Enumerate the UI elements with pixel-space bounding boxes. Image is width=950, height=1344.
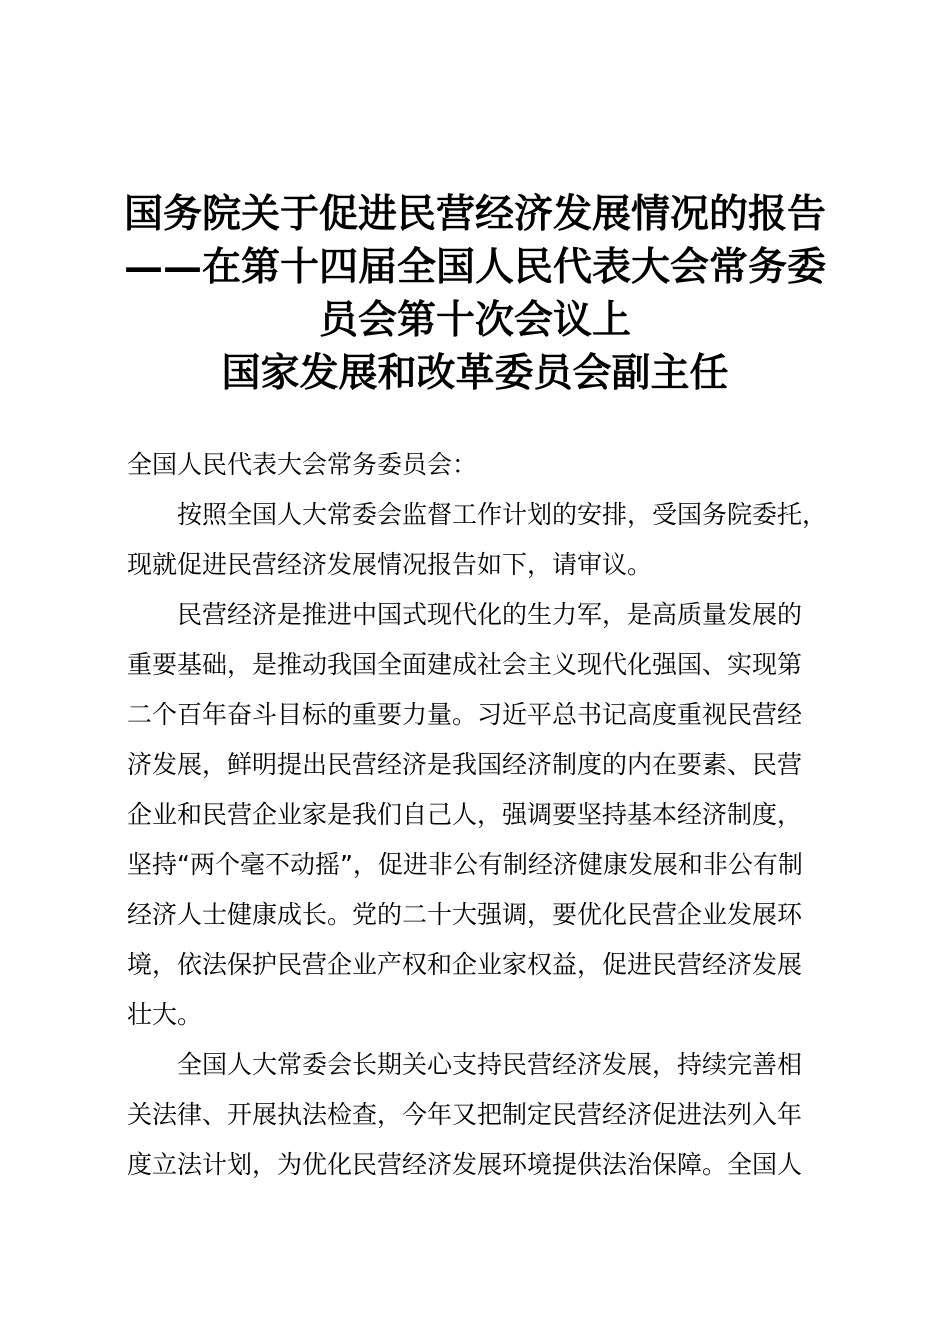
title-line: 员会第十次会议上: [318, 297, 631, 343]
salutation: 全国人民代表大会常务委员会：: [127, 450, 478, 479]
paragraph-line: 按照全国人大常委会监督工作计划的安排，受国务院委托，: [177, 500, 828, 529]
paragraph-line: 济发展，鲜明提出民营经济是我国经济制度的内在要素、民营: [127, 750, 803, 779]
paragraph-line: 现就促进民营经济发展情况报告如下，请审议。: [127, 550, 653, 579]
paragraph-line: 二个百年奋斗目标的重要力量。习近平总书记高度重视民营经: [127, 700, 803, 729]
paragraph-2: [127, 590, 827, 1040]
paragraph-line: 壮大。: [127, 1000, 203, 1029]
paragraph-1: [127, 490, 827, 590]
paragraph-line: 企业和民营企业家是我们自己人，强调要坚持基本经济制度，: [127, 800, 803, 829]
paragraph-line: 关法律、开展执法检查，今年又把制定民营经济促进法列入年: [127, 1100, 803, 1129]
paragraph-line: 民营经济是推进中国式现代化的生力军，是高质量发展的: [177, 600, 803, 629]
title-line: 国家发展和改革委员会副主任: [221, 350, 729, 396]
document-body: [127, 440, 827, 1190]
paragraph-line: 全国人大常委会长期关心支持民营经济发展，持续完善相: [177, 1050, 803, 1079]
paragraph-line: 坚持“两个毫不动摇”，促进非公有制经济健康发展和非公有制: [127, 850, 803, 879]
title-line: 国务院关于促进民营经济发展情况的报告: [123, 191, 826, 237]
document-title: [100, 188, 850, 400]
paragraph-line: 经济人士健康成长。党的二十大强调，要优化民营企业发展环: [127, 900, 803, 929]
title-line: ——在第十四届全国人民代表大会常务委: [123, 244, 826, 290]
paragraph-line: 重要基础，是推动我国全面建成社会主义现代化强国、实现第: [127, 650, 803, 679]
paragraph-line: 度立法计划，为优化民营经济发展环境提供法治保障。全国人: [127, 1150, 803, 1179]
paragraph-3: [127, 1040, 827, 1190]
paragraph-line: 境，依法保护民营企业产权和企业家权益，促进民营经济发展: [127, 950, 803, 979]
